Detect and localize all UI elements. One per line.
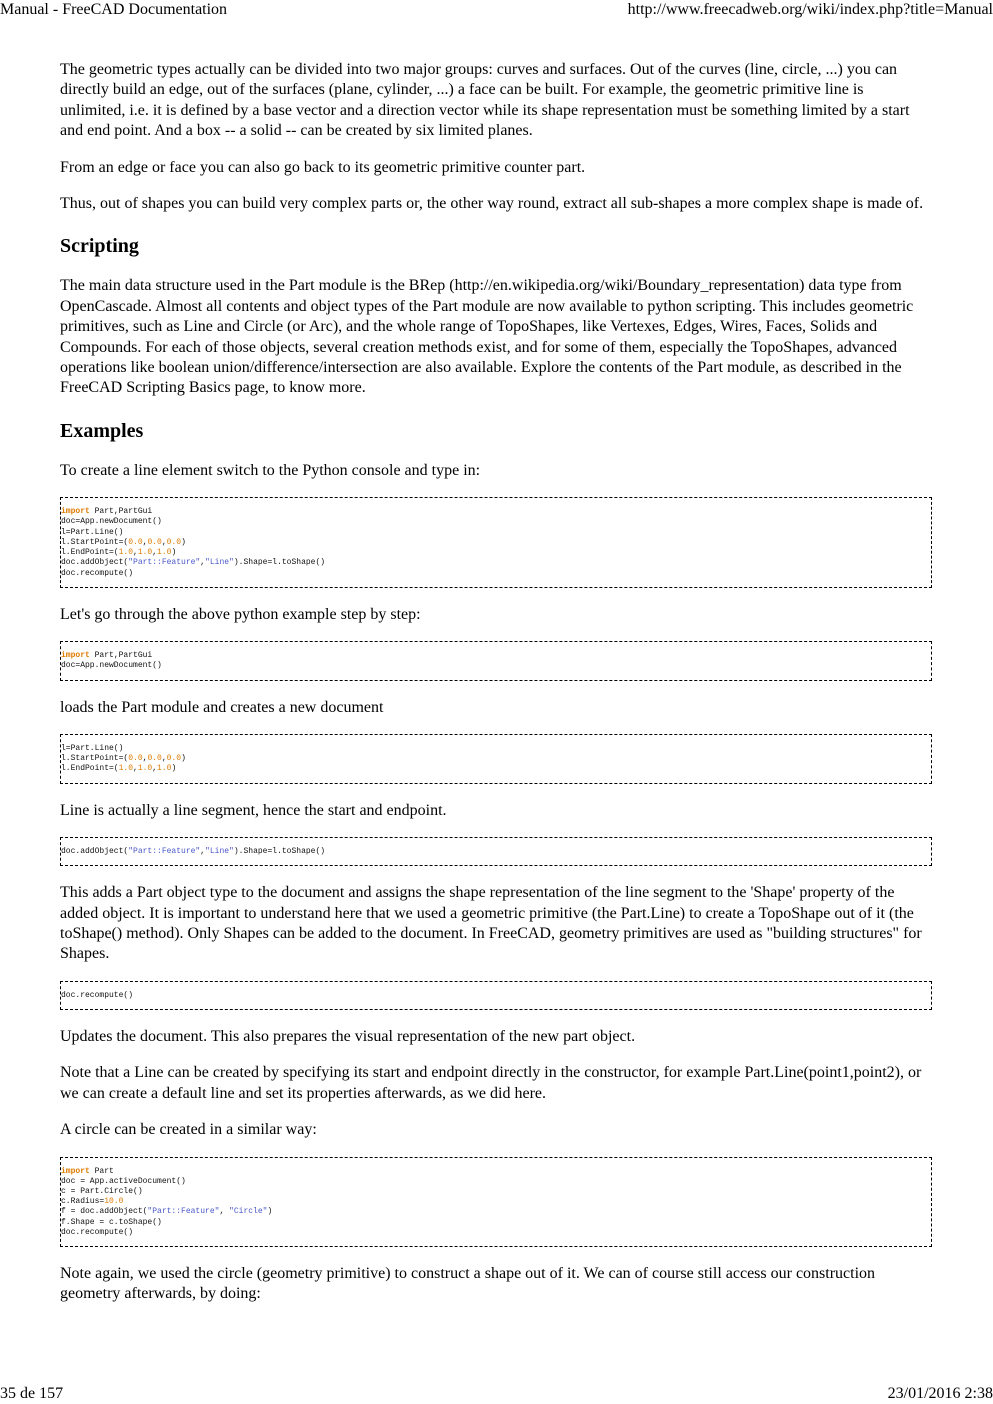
code-token: f = doc.addObject(: [61, 1207, 148, 1217]
code-line: [61, 548, 931, 558]
code-token: doc.recompute(): [61, 1227, 134, 1237]
code-line: [61, 517, 931, 527]
code-token: 0.0: [147, 754, 162, 764]
paragraph-complex-parts: Thus, out of shapes you can build very complex parts or, the other way round, extract all sub-shapes a more complex shape is made of.: [60, 195, 924, 213]
code-block-line-example: [60, 497, 932, 587]
code-token: doc=App.newDocument(): [61, 517, 162, 527]
code-line: [61, 507, 931, 517]
code-line: [61, 1197, 931, 1207]
code-token: ,: [161, 754, 167, 764]
code-line: [61, 1228, 931, 1238]
paragraph-edge-face: From an edge or face you can also go back to its geometric primitive counter part.: [60, 158, 586, 176]
paragraph-geometric-types: The geometric types actually can be divided into two major groups: curves and surfaces. Out of the curves (line, circle, ...) you can directly build an edge, out of the surfaces (plane, cylinder, ...) a face can be built. For example, the geometric primitive line is unlimited, i.e. it is defined by a base vector and a direction vector while its shape representation must be something limited by a start and end point. And a box -- a solid -- can be created by six limited planes.: [60, 61, 910, 140]
paragraph-circle-intro: A circle can be created in a similar way:: [60, 1121, 317, 1139]
code-token: ): [181, 537, 186, 547]
code-token: ,: [133, 764, 138, 774]
code-line: [61, 569, 931, 579]
code-block-line-points: [60, 734, 932, 784]
code-token: ,: [152, 764, 158, 774]
code-line: [61, 991, 931, 1001]
code-token: "Circle": [229, 1207, 268, 1217]
code-token: doc.addObject(: [61, 846, 129, 856]
code-token: ,: [200, 558, 206, 568]
code-token: Part,PartGui: [89, 507, 153, 517]
code-line: [61, 744, 931, 754]
paragraph-step-by-step: Let's go through the above python example step by step:: [60, 605, 421, 623]
code-token: doc.recompute(): [61, 990, 134, 1000]
code-token: ): [267, 1207, 273, 1217]
code-token: 10.0: [104, 1197, 124, 1207]
code-token: "Line": [205, 846, 234, 856]
code-line: [61, 754, 931, 764]
document-body: [60, 60, 932, 1321]
code-line: [61, 1187, 931, 1197]
code-block-add-object: [60, 837, 932, 866]
code-token: 1.0: [118, 548, 134, 558]
code-line: [61, 847, 931, 857]
code-token: doc.addObject(: [61, 558, 129, 568]
code-token: "Line": [205, 558, 234, 568]
code-token: 0.0: [128, 754, 143, 764]
code-line: [61, 1207, 931, 1217]
code-token: import: [61, 1166, 90, 1176]
code-token: ): [181, 754, 186, 764]
code-line: [61, 528, 931, 538]
code-token: l.EndPoint=(: [61, 548, 119, 558]
code-line: [61, 558, 931, 568]
code-token: l.EndPoint=(: [61, 764, 119, 774]
code-token: ).Shape=l.toShape(): [233, 846, 326, 856]
code-block-circle-example: [60, 1157, 932, 1247]
paragraph-adds-part-object: This adds a Part object type to the document and assigns the shape representation of the line segment to the 'Shape' property of the added object. It is important to understand here that we used a geometric primitive (the Part.Line) to create a TopoShape out of it (the toShape() method). Only Shapes can be added to the document. In FreeCAD, geometry primitives are used as "building structures" for Shapes.: [60, 884, 922, 963]
code-token: ,: [133, 548, 138, 558]
code-token: "Part::Feature": [128, 558, 201, 568]
code-token: doc=App.newDocument(): [61, 661, 162, 671]
code-token: l=Part.Line(): [61, 527, 124, 537]
code-token: ,: [161, 537, 167, 547]
code-token: 0.0: [147, 537, 162, 547]
paragraph-line-constructor: Note that a Line can be created by specifying its start and endpoint directly in the constructor, for example Part.Line(point1,point2), or we can create a default line and set its properties afterwards, as we did here.: [60, 1064, 922, 1102]
code-token: l.StartPoint=(: [61, 754, 129, 764]
heading-scripting: Scripting: [60, 235, 139, 258]
paragraph-circle-note: Note again, we used the circle (geometry primitive) to construct a shape out of it. We can of course still access our construction geometry afterwards, by doing:: [60, 1265, 876, 1303]
browser-page-title: Manual - FreeCAD Documentation: [0, 1, 228, 18]
code-line: [61, 1177, 931, 1187]
code-token: 0.0: [166, 754, 182, 764]
code-token: l=Part.Line(): [61, 743, 124, 753]
page-url: http://www.freecadweb.org/wiki/index.php?title=Manual: [627, 1, 993, 18]
code-token: l.StartPoint=(: [61, 537, 129, 547]
paragraph-brep: The main data structure used in the Part module is the BRep (http://en.wikipedia.org/wiki/Boundary_representation) data type from OpenCascade. Almost all contents and object types of the Part module are now available to python scripting. This includes geometric primitives, such as Line and Circle (or Arc), and the whole range of TopoShapes, like Vertexes, Edges, Wires, Faces, Solids and Compounds. For each of those objects, several creation methods exist, and for some of them, especially the TopoShapes, advanced operations like boolean union/difference/intersection are also available. Explore the contents of the Part module, as described in the FreeCAD Scripting Basics page, to know more.: [60, 277, 914, 397]
paragraph-create-line: To create a line element switch to the Python console and type in:: [60, 461, 481, 479]
paragraph-line-segment: Line is actually a line segment, hence the start and endpoint.: [60, 801, 447, 819]
code-token: Part,PartGui: [89, 651, 153, 661]
code-line: [61, 538, 931, 548]
code-token: ): [171, 548, 177, 558]
code-token: 1.0: [137, 548, 153, 558]
code-token: 0.0: [128, 537, 143, 547]
paragraph-loads-part: loads the Part module and creates a new document: [60, 698, 384, 716]
code-token: c.Radius=: [61, 1197, 105, 1207]
page-counter: 35 de 157: [0, 1385, 64, 1402]
code-token: ,: [152, 548, 158, 558]
code-block-import: [60, 641, 932, 680]
code-token: 1.0: [137, 764, 153, 774]
code-token: ,: [219, 1207, 230, 1217]
paragraph-updates-document: Updates the document. This also prepares the visual representation of the new part object.: [60, 1027, 636, 1045]
heading-examples: Examples: [60, 419, 144, 442]
code-token: ,: [200, 846, 206, 856]
code-token: Part: [89, 1166, 114, 1176]
code-token: ).Shape=l.toShape(): [233, 558, 326, 568]
code-token: ,: [142, 754, 148, 764]
code-line: [61, 651, 931, 661]
code-token: 0.0: [166, 537, 182, 547]
code-token: c = Part.Circle(): [61, 1187, 143, 1196]
code-token: import: [61, 507, 90, 517]
code-token: 1.0: [157, 548, 172, 558]
print-timestamp: 23/01/2016 2:38: [887, 1385, 993, 1402]
code-block-recompute: [60, 981, 932, 1010]
code-token: 1.0: [118, 764, 134, 774]
code-line: [61, 661, 931, 671]
code-token: doc = App.activeDocument(): [61, 1176, 186, 1186]
code-token: import: [61, 651, 90, 661]
code-line: [61, 764, 931, 774]
code-token: "Part::Feature": [128, 846, 201, 856]
code-line: [61, 1167, 931, 1177]
code-token: "Part::Feature": [147, 1207, 220, 1217]
code-token: 1.0: [157, 764, 172, 774]
code-token: ): [171, 764, 177, 774]
code-token: ,: [142, 537, 148, 547]
code-token: f.Shape = c.toShape(): [61, 1217, 162, 1227]
code-token: doc.recompute(): [61, 568, 134, 578]
code-line: [61, 1218, 931, 1228]
